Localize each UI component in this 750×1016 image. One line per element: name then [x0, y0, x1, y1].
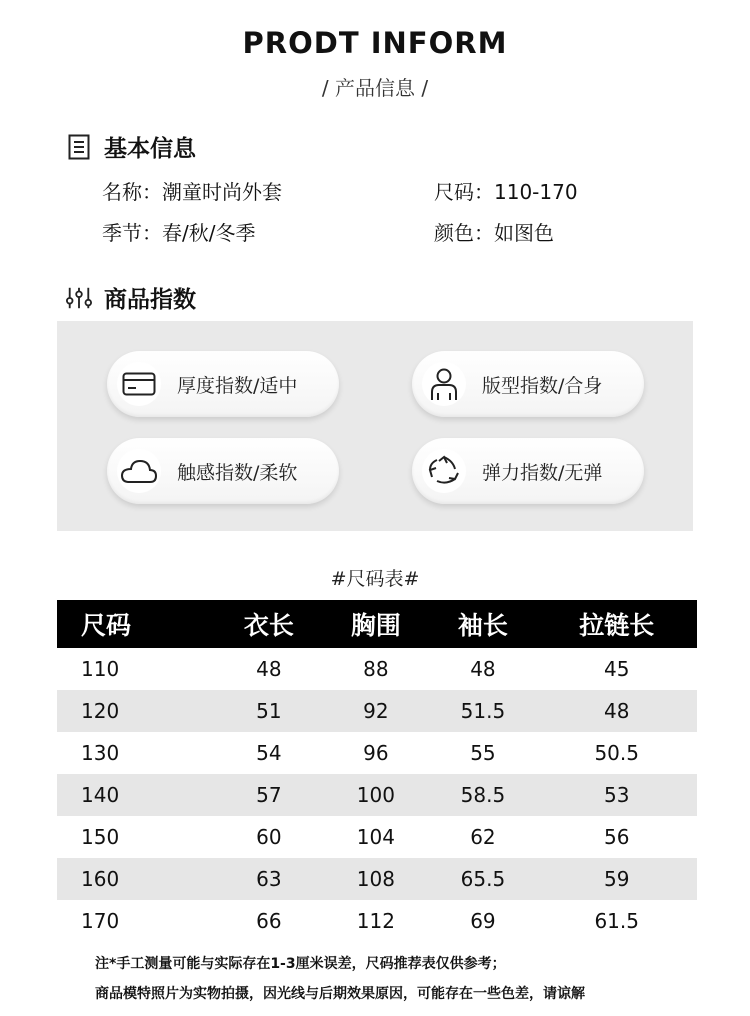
index-fit-label: 版型指数/合身 — [482, 374, 603, 397]
card-icon — [117, 362, 161, 406]
cell-zipper: 53 — [536, 774, 697, 816]
cell-sleeve: 62 — [470, 825, 496, 849]
cell-size: 130 — [81, 741, 120, 765]
cell-chest: 92 — [322, 690, 429, 732]
cell-chest: 104 — [356, 825, 395, 849]
cell-size: 170 — [81, 909, 120, 933]
header-size: 尺码 — [57, 600, 215, 648]
cell-sleeve: 65.5 — [429, 858, 536, 900]
table-row — [57, 774, 697, 816]
cell-chest: 88 — [363, 657, 389, 681]
index-pill-fit — [412, 351, 644, 417]
person-icon — [422, 362, 466, 406]
basic-info-heading: 基本信息 — [104, 136, 196, 162]
cell-zipper: 59 — [536, 858, 697, 900]
note-measurement: 注*手工测量可能与实际存在1-3厘米误差，尺码推荐表仅供参考； — [95, 956, 506, 972]
cloud-icon — [117, 449, 161, 493]
table-row — [57, 900, 697, 942]
cell-chest: 96 — [363, 741, 389, 765]
index-pill-touch — [107, 438, 339, 504]
page-title: PRODT INFORM — [242, 26, 508, 60]
size-table — [57, 600, 697, 942]
size-table-header-row — [57, 600, 697, 648]
header-zipper: 拉链长 — [536, 600, 697, 648]
index-pill-thickness — [107, 351, 339, 417]
cell-chest: 100 — [322, 774, 429, 816]
cell-length: 54 — [256, 741, 282, 765]
cell-zipper: 45 — [603, 657, 630, 681]
cell-size: 150 — [81, 825, 120, 849]
product-index-header — [66, 281, 196, 314]
cell-length: 57 — [215, 774, 322, 816]
cell-size: 120 — [57, 690, 215, 732]
size-table-caption: #尺码表# — [330, 568, 420, 590]
index-elasticity-label: 弹力指数/无弹 — [482, 461, 603, 484]
header-chest: 胸围 — [322, 600, 429, 648]
table-row — [57, 648, 697, 690]
table-row — [57, 816, 697, 858]
info-season: 季节：春/秋/冬季 — [102, 221, 256, 245]
cell-sleeve: 48 — [470, 657, 496, 681]
table-row — [57, 732, 697, 774]
cell-sleeve: 69 — [470, 909, 496, 933]
table-row — [57, 690, 697, 732]
info-size: 尺码：110-170 — [434, 180, 578, 204]
index-pill-elasticity — [412, 438, 644, 504]
cell-sleeve: 51.5 — [429, 690, 536, 732]
document-list-icon — [66, 134, 92, 160]
info-color: 颜色：如图色 — [434, 221, 554, 245]
cell-zipper: 50.5 — [594, 741, 639, 765]
cell-sleeve: 58.5 — [429, 774, 536, 816]
recycle-arrows-icon — [422, 449, 466, 493]
index-thickness-label: 厚度指数/适中 — [177, 374, 298, 397]
cell-zipper: 61.5 — [594, 909, 639, 933]
cell-size: 140 — [57, 774, 215, 816]
table-row — [57, 858, 697, 900]
index-touch-label: 触感指数/柔软 — [177, 461, 298, 484]
cell-length: 48 — [256, 657, 282, 681]
info-name: 名称：潮童时尚外套 — [102, 180, 282, 204]
cell-length: 66 — [256, 909, 282, 933]
cell-length: 60 — [256, 825, 282, 849]
cell-size: 160 — [57, 858, 215, 900]
sliders-icon — [66, 285, 92, 311]
page-subtitle: / 产品信息 / — [321, 76, 429, 100]
cell-zipper: 56 — [603, 825, 630, 849]
cell-length: 51 — [215, 690, 322, 732]
cell-chest: 112 — [356, 909, 395, 933]
product-index-heading: 商品指数 — [104, 287, 196, 313]
cell-size: 110 — [81, 657, 120, 681]
header-length: 衣长 — [215, 600, 322, 648]
cell-sleeve: 55 — [470, 741, 496, 765]
note-color-difference: 商品模特照片为实物拍摄，因光线与后期效果原因，可能存在一些色差，请谅解 — [95, 986, 585, 1002]
basic-info-header — [66, 130, 196, 163]
cell-zipper: 48 — [536, 690, 697, 732]
header-sleeve: 袖长 — [429, 600, 536, 648]
product-index-panel — [57, 321, 693, 531]
cell-chest: 108 — [322, 858, 429, 900]
cell-length: 63 — [215, 858, 322, 900]
